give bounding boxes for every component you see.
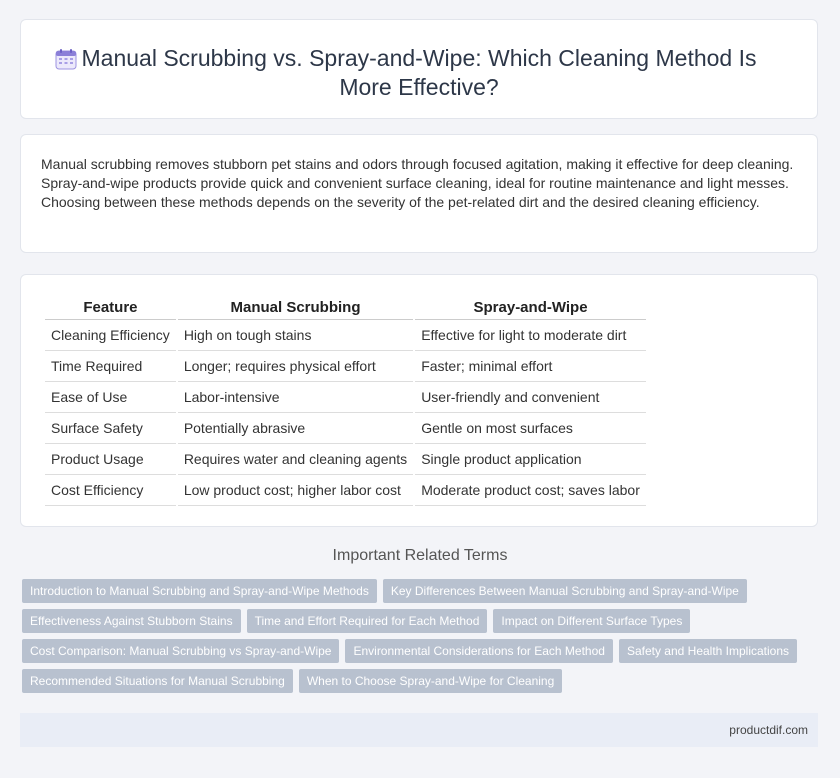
cell-spray: User-friendly and convenient (415, 382, 646, 413)
related-term-tag[interactable]: Effectiveness Against Stubborn Stains (22, 609, 241, 633)
related-term-tag[interactable]: Key Differences Between Manual Scrubbing and Spray-and-Wipe (383, 579, 747, 603)
cell-manual: Longer; requires physical effort (178, 351, 413, 382)
table-row (45, 444, 646, 475)
related-term-tag[interactable]: When to Choose Spray-and-Wipe for Cleaning (299, 669, 562, 693)
title-card (20, 19, 818, 119)
cell-manual: Requires water and cleaning agents (178, 444, 413, 475)
related-term-tag[interactable]: Environmental Considerations for Each Method (345, 639, 612, 663)
table-row (45, 320, 646, 351)
table-row (45, 382, 646, 413)
comparison-table (43, 297, 648, 506)
intro-paragraph: Manual scrubbing removes stubborn pet stains and odors through focused agitation, making it effective for deep cleaning. Spray-and-wipe products provide quick and convenient surface cleaning, ideal for routine maintenance and light messes. Choosing between these methods depends on the severity of the pet-related dirt and the desired cleaning efficiency. (41, 156, 794, 210)
footer (20, 713, 818, 747)
table-header-row (45, 297, 646, 320)
cell-manual: Labor-intensive (178, 382, 413, 413)
cell-feature: Surface Safety (45, 413, 176, 444)
header-spray-and-wipe: Spray-and-Wipe (415, 297, 646, 320)
cell-feature: Ease of Use (45, 382, 176, 413)
intro-card (20, 134, 818, 253)
cell-manual: High on tough stains (178, 320, 413, 351)
header-manual-scrubbing: Manual Scrubbing (178, 297, 413, 320)
footer-site-link[interactable]: productdif.com (729, 723, 808, 737)
cell-manual: Low product cost; higher labor cost (178, 475, 413, 506)
table-row (45, 351, 646, 382)
related-term-tag[interactable]: Cost Comparison: Manual Scrubbing vs Spray-and-Wipe (22, 639, 339, 663)
related-term-tag[interactable]: Safety and Health Implications (619, 639, 797, 663)
page-title: Manual Scrubbing vs. Spray-and-Wipe: Which Cleaning Method Is More Effective? (81, 45, 757, 100)
cell-spray: Effective for light to moderate dirt (415, 320, 646, 351)
cell-feature: Time Required (45, 351, 176, 382)
cell-manual: Potentially abrasive (178, 413, 413, 444)
cell-spray: Moderate product cost; saves labor (415, 475, 646, 506)
table-row (45, 413, 646, 444)
cell-spray: Single product application (415, 444, 646, 475)
related-terms-title: Important Related Terms (332, 547, 508, 564)
related-term-tag[interactable]: Introduction to Manual Scrubbing and Spray-and-Wipe Methods (22, 579, 377, 603)
related-term-tag[interactable]: Time and Effort Required for Each Method (247, 609, 488, 633)
cell-feature: Product Usage (45, 444, 176, 475)
table-row (45, 475, 646, 506)
related-term-tag[interactable]: Impact on Different Surface Types (493, 609, 690, 633)
cell-feature: Cleaning Efficiency (45, 320, 176, 351)
related-term-tag[interactable]: Recommended Situations for Manual Scrubbing (22, 669, 293, 693)
related-terms-list (22, 579, 812, 693)
cell-feature: Cost Efficiency (45, 475, 176, 506)
cell-spray: Faster; minimal effort (415, 351, 646, 382)
header-feature: Feature (45, 297, 176, 320)
comparison-card (20, 274, 818, 527)
cell-spray: Gentle on most surfaces (415, 413, 646, 444)
